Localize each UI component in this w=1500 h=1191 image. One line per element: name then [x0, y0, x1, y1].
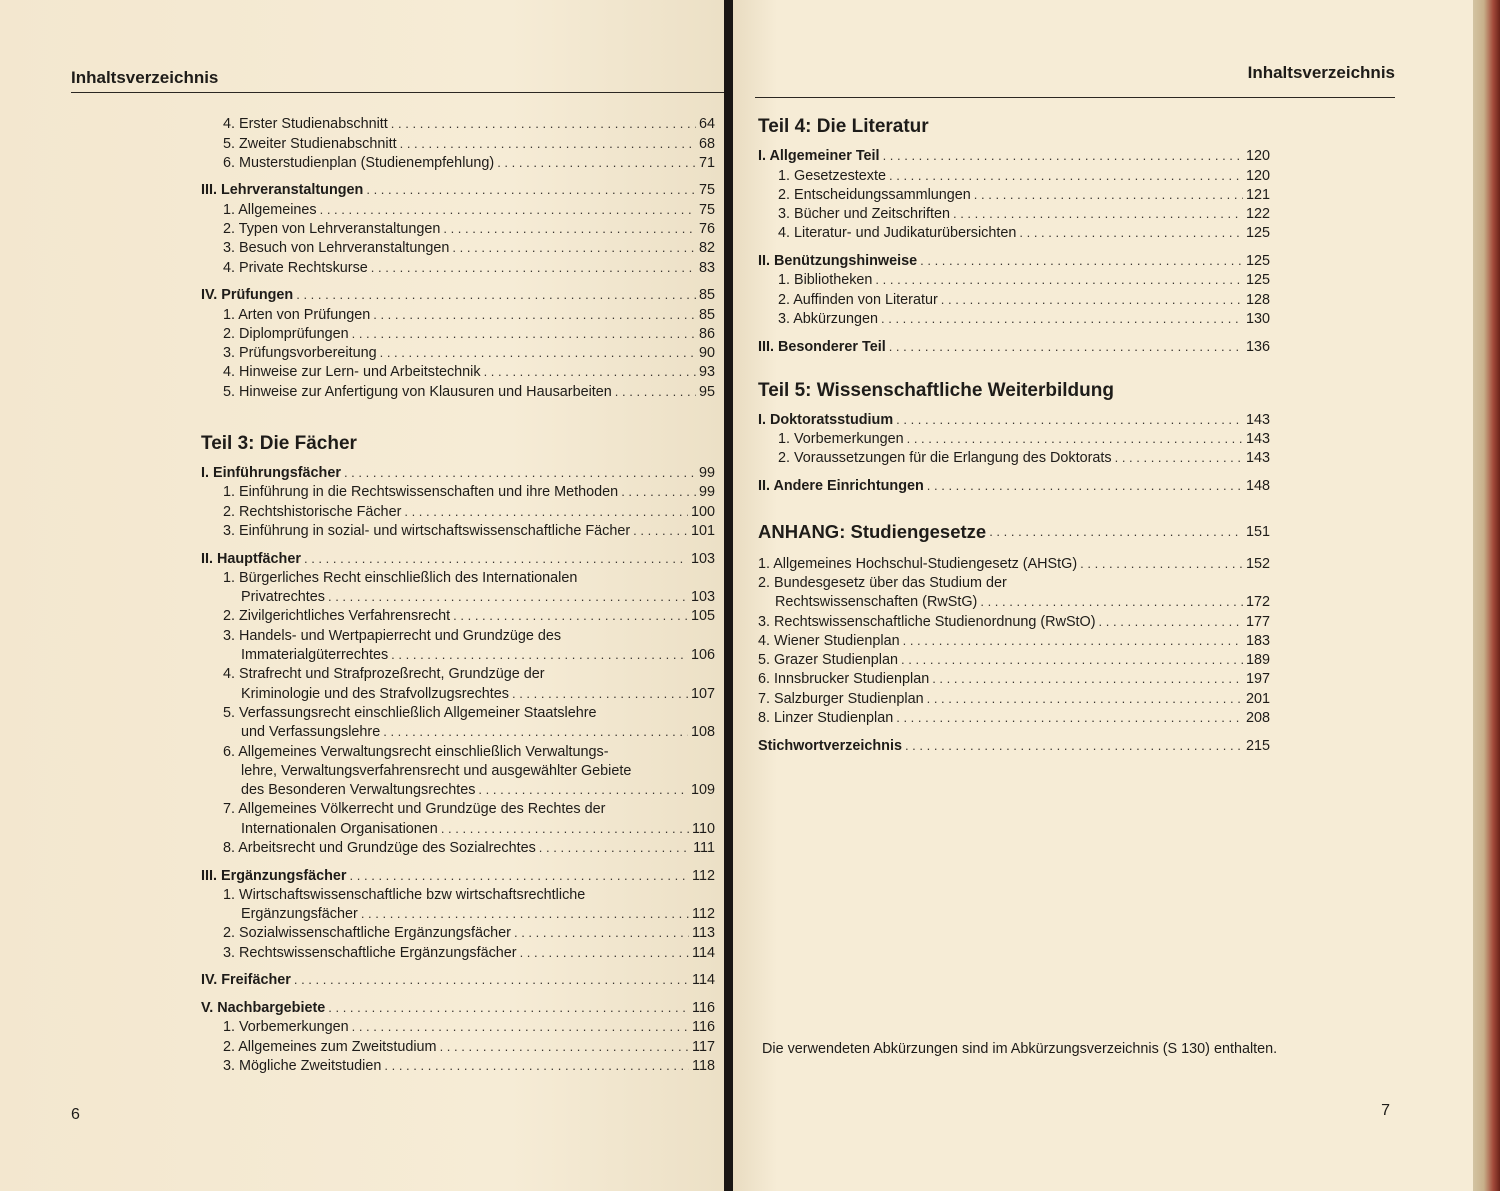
toc-entry: [758, 204, 1270, 223]
toc-section-entry: [201, 998, 715, 1017]
entry-title: 1. Arten von Prüfungen: [223, 306, 371, 323]
toc-section-entry: [201, 285, 715, 304]
entry-title: 5. Verfassungsrecht einschließlich Allgemeiner Staatslehre: [223, 704, 597, 721]
toc-section-entry: [201, 548, 715, 567]
leader-dots: [361, 905, 689, 923]
entry-page-number: 110: [692, 820, 715, 837]
entry-title: 5. Hinweise zur Anfertigung von Klausuren und Hausarbeiten: [223, 383, 612, 400]
spacer: [201, 401, 715, 431]
toc-entry: [201, 1056, 715, 1075]
entry-page-number: 103: [690, 589, 715, 606]
entry-page-number: 143: [1245, 431, 1270, 448]
entry-title: 2. Sozialwissenschaftliche Ergänzungsfächer: [223, 925, 511, 942]
entry-page-number: 112: [692, 906, 715, 923]
entry-title: 4. Literatur- und Judikaturübersichten: [778, 225, 1017, 242]
toc-entry: [201, 625, 715, 644]
running-head-right: Inhaltsverzeichnis: [1247, 63, 1395, 82]
toc-entry: [201, 885, 715, 904]
leader-dots: [621, 483, 696, 501]
entry-title: III. Lehrveranstaltungen: [201, 182, 364, 199]
entry-title: II. Andere Einrichtungen: [758, 478, 924, 495]
toc-entry: [201, 703, 715, 722]
entry-title: 2. Auffinden von Literatur: [778, 291, 938, 308]
entry-title: 4. Wiener Studienplan: [758, 632, 900, 649]
entry-title: 3. Rechtswissenschaftliche Ergänzungsfächer: [223, 944, 517, 961]
spacer: [758, 727, 1270, 735]
toc-entry: [201, 780, 715, 799]
left-page: [0, 0, 724, 1191]
entry-page-number: 172: [1245, 594, 1270, 611]
toc-entry: [758, 708, 1270, 727]
toc-entry: [201, 568, 715, 587]
leader-dots: [328, 588, 688, 606]
leader-dots: [497, 154, 696, 172]
spacer: [758, 328, 1270, 336]
entry-page-number: 101: [690, 522, 715, 539]
entry-page-number: 116: [692, 1019, 715, 1036]
leader-dots: [391, 115, 696, 133]
entry-title: Stichwortverzeichnis: [758, 737, 902, 754]
entry-title: 2. Diplomprüfungen: [223, 325, 349, 342]
leader-dots: [896, 709, 1243, 727]
entry-title: des Besonderen Verwaltungsrechtes: [241, 782, 476, 799]
toc-section-entry: [201, 180, 715, 199]
toc-entry: [758, 223, 1270, 242]
leader-dots: [366, 181, 696, 199]
toc-section-entry: [201, 463, 715, 482]
leader-dots: [371, 259, 696, 277]
leader-dots: [452, 239, 696, 257]
entry-title: 1. Einführung in die Rechtswissenschaften und ihre Methoden: [223, 484, 619, 501]
toc-entry: [201, 722, 715, 741]
entry-title: 6. Musterstudienplan (Studienempfehlung): [223, 154, 495, 171]
entry-title: Ergänzungsfächer: [241, 906, 358, 923]
leader-dots: [633, 522, 688, 540]
entry-page-number: 68: [698, 135, 715, 152]
toc-section-entry: [758, 336, 1270, 355]
entry-title: und Verfassungslehre: [241, 724, 381, 741]
entry-page-number: 125: [1245, 272, 1270, 289]
toc-entry: [758, 448, 1270, 467]
entry-title: 3. Besuch von Lehrveranstaltungen: [223, 240, 450, 257]
entry-page-number: 76: [698, 221, 715, 238]
spacer: [201, 540, 715, 548]
entry-page-number: 86: [698, 325, 715, 342]
entry-page-number: 105: [690, 608, 715, 625]
entry-title: 2. Zivilgerichtliches Verfahrensrecht: [223, 608, 451, 625]
leader-dots: [927, 477, 1243, 495]
entry-page-number: 95: [698, 383, 715, 400]
entry-title: I. Einführungsfächer: [201, 465, 341, 482]
right-page: [733, 0, 1473, 1191]
toc-entry: [201, 838, 715, 857]
leader-dots: [441, 820, 689, 838]
toc-entry: [758, 669, 1270, 688]
toc-appendix-heading: [758, 517, 1270, 545]
leader-dots: [320, 201, 696, 219]
toc-entry: [201, 1017, 715, 1036]
entry-page-number: 116: [692, 999, 715, 1016]
leader-dots: [304, 550, 688, 568]
leader-dots: [881, 310, 1243, 328]
entry-title: 1. Bürgerliches Recht einschließlich des Internationalen: [223, 569, 578, 586]
spacer: [201, 962, 715, 970]
leader-dots: [373, 306, 696, 324]
leader-dots: [443, 220, 696, 238]
entry-title: 5. Zweiter Studienabschnitt: [223, 135, 397, 152]
entry-title: 1. Allgemeines: [223, 201, 317, 218]
toc-entry: [201, 482, 715, 501]
spacer: [758, 545, 1270, 553]
entry-title: 1. Gesetzestexte: [778, 167, 886, 184]
leader-dots: [404, 503, 688, 521]
entry-title: 2. Typen von Lehrveranstaltungen: [223, 221, 441, 238]
entry-page-number: 122: [1245, 206, 1270, 223]
entry-page-number: 111: [693, 839, 715, 856]
toc-entry: [201, 219, 715, 238]
entry-page-number: 136: [1245, 338, 1270, 355]
entry-page-number: 113: [692, 925, 715, 942]
entry-title: II. Hauptfächer: [201, 550, 301, 567]
toc-entry: [201, 904, 715, 923]
toc-entry: [201, 942, 715, 961]
entry-page-number: 197: [1245, 671, 1270, 688]
entry-page-number: 109: [690, 782, 715, 799]
entry-page-number: 143: [1245, 450, 1270, 467]
entry-title: Privatrechtes: [241, 589, 325, 606]
entry-title: 1. Wirtschaftswissenschaftliche bzw wirtschaftsrechtliche: [223, 886, 586, 903]
entry-title: II. Benützungshinweise: [758, 253, 918, 270]
spacer: [758, 467, 1270, 475]
leader-dots: [1019, 224, 1243, 242]
toc-entry: [201, 664, 715, 683]
toc-entry: [201, 238, 715, 257]
leader-dots: [903, 632, 1243, 650]
entry-page-number: 83: [698, 259, 715, 276]
entry-title: 3. Abkürzungen: [778, 310, 879, 327]
toc-entry: [201, 153, 715, 172]
entry-page-number: 75: [698, 201, 715, 218]
toc-entry: [758, 688, 1270, 707]
toc-entry: [201, 133, 715, 152]
leader-dots: [889, 167, 1243, 185]
entry-title: IV. Freifächer: [201, 972, 291, 989]
entry-page-number: 215: [1245, 737, 1270, 754]
leader-dots: [383, 723, 688, 741]
header-rule-right: [755, 97, 1395, 98]
leader-dots: [932, 670, 1243, 688]
spacer: [758, 495, 1270, 517]
toc-section-entry: [758, 410, 1270, 429]
entry-page-number: 82: [698, 240, 715, 257]
toc-right: [758, 114, 1270, 755]
leader-dots: [980, 593, 1243, 611]
entry-title: 4. Erster Studienabschnitt: [223, 116, 388, 133]
entry-title: 2. Voraussetzungen für die Erlangung des Doktorats: [778, 450, 1112, 467]
toc-entry: [201, 521, 715, 540]
entry-title: Immaterialgüterrechtes: [241, 647, 389, 664]
entry-page-number: 99: [698, 484, 715, 501]
entry-page-number: 75: [698, 182, 715, 199]
spacer: [758, 356, 1270, 378]
toc-section-entry: [758, 146, 1270, 165]
entry-page-number: 108: [690, 724, 715, 741]
entry-title: Rechtswissenschaften (RwStG): [775, 594, 978, 611]
toc-entry: [758, 631, 1270, 650]
part-heading: Teil 4: Die Literatur: [758, 116, 929, 137]
leader-dots: [905, 737, 1243, 755]
entry-page-number: 189: [1245, 652, 1270, 669]
page-number-left: 6: [71, 1106, 80, 1123]
toc-entry: [758, 185, 1270, 204]
leader-dots: [920, 252, 1243, 270]
entry-title: 8. Arbeitsrecht und Grundzüge des Sozialrechtes: [223, 839, 536, 856]
entry-title: 3. Bücher und Zeitschriften: [778, 206, 950, 223]
entry-page-number: 201: [1245, 690, 1270, 707]
entry-title: 1. Allgemeines Hochschul-Studiengesetz (AHStG): [758, 555, 1078, 572]
entry-title: 3. Mögliche Zweitstudien: [223, 1057, 382, 1074]
toc-entry: [201, 324, 715, 343]
entry-page-number: 148: [1245, 478, 1270, 495]
entry-title: I. Allgemeiner Teil: [758, 148, 880, 165]
entry-title: 1. Vorbemerkungen: [778, 431, 904, 448]
toc-section-entry: [201, 865, 715, 884]
toc-entry: [758, 270, 1270, 289]
leader-dots: [615, 383, 696, 401]
entry-page-number: 121: [1245, 186, 1270, 203]
leader-dots: [296, 286, 696, 304]
toc-entry: [201, 1036, 715, 1055]
entry-title: 2. Entscheidungssammlungen: [778, 186, 971, 203]
leader-dots: [400, 135, 696, 153]
entry-page-number: 118: [692, 1057, 715, 1074]
leader-dots: [974, 186, 1243, 204]
entry-page-number: 114: [692, 944, 715, 961]
toc-entry: [758, 289, 1270, 308]
entry-title: lehre, Verwaltungsverfahrensrecht und ausgewählter Gebiete: [241, 762, 632, 779]
spacer: [201, 857, 715, 865]
leader-dots: [941, 291, 1243, 309]
toc-entry: [201, 501, 715, 520]
entry-page-number: 99: [698, 465, 715, 482]
entry-page-number: 152: [1245, 555, 1270, 572]
header-rule-left: [71, 92, 724, 93]
running-head-left: Inhaltsverzeichnis: [71, 68, 219, 87]
entry-title: 3. Handels- und Wertpapierrecht und Grundzüge des: [223, 627, 562, 644]
leader-dots: [1080, 555, 1243, 573]
leader-dots: [901, 651, 1243, 669]
abbreviation-note: Die verwendeten Abkürzungen sind im Abkürzungsverzeichnis (S 130) enthalten.: [762, 1041, 1278, 1057]
toc-entry: [201, 587, 715, 606]
toc-section-entry: [758, 735, 1270, 754]
leader-dots: [294, 971, 689, 989]
toc-entry: [201, 304, 715, 323]
part-heading: Teil 5: Wissenschaftliche Weiterbildung: [758, 379, 1114, 401]
leader-dots: [453, 607, 688, 625]
entry-title: V. Nachbargebiete: [201, 999, 326, 1016]
toc-entry: [758, 429, 1270, 448]
entry-page-number: 112: [692, 867, 715, 884]
spacer: [201, 989, 715, 997]
page-number-right: 7: [1381, 1102, 1390, 1119]
leader-dots: [520, 944, 689, 962]
entry-page-number: 120: [1245, 148, 1270, 165]
leader-dots: [927, 690, 1243, 708]
entry-title: I. Doktoratsstudium: [758, 411, 894, 428]
toc-entry: [758, 650, 1270, 669]
entry-title: 2. Rechtshistorische Fächer: [223, 503, 402, 520]
toc-entry: [201, 381, 715, 400]
entry-title: 4. Hinweise zur Lern- und Arbeitstechnik: [223, 364, 481, 381]
leader-dots: [883, 147, 1243, 165]
entry-page-number: 100: [690, 503, 715, 520]
entry-title: 7. Salzburger Studienplan: [758, 690, 924, 707]
entry-page-number: 143: [1245, 411, 1270, 428]
entry-page-number: 130: [1245, 310, 1270, 327]
toc-entry: [201, 683, 715, 702]
leader-dots: [907, 430, 1243, 448]
entry-page-number: 183: [1245, 632, 1270, 649]
entry-title: 3. Prüfungsvorbereitung: [223, 345, 377, 362]
leader-dots: [352, 325, 696, 343]
entry-page-number: 103: [690, 550, 715, 567]
entry-title: ANHANG: Studiengesetze: [758, 521, 987, 543]
entry-title: 6. Innsbrucker Studienplan: [758, 671, 930, 688]
toc-entry: [201, 741, 715, 760]
entry-title: III. Besonderer Teil: [758, 338, 886, 355]
leader-dots: [514, 924, 689, 942]
toc-entry: [201, 257, 715, 276]
leader-dots: [889, 338, 1243, 356]
entry-page-number: 64: [698, 116, 715, 133]
leader-dots: [478, 781, 688, 799]
entry-page-number: 208: [1245, 710, 1270, 727]
toc-entry: [758, 592, 1270, 611]
entry-page-number: 125: [1245, 225, 1270, 242]
toc-entry: [201, 761, 715, 780]
entry-page-number: 107: [690, 685, 715, 702]
entry-page-number: 120: [1245, 167, 1270, 184]
leader-dots: [953, 205, 1243, 223]
entry-page-number: 177: [1245, 613, 1270, 630]
toc-entry: [758, 611, 1270, 630]
spacer: [201, 172, 715, 180]
toc-section-entry: [758, 251, 1270, 270]
toc-entry: [201, 923, 715, 942]
leader-dots: [539, 839, 690, 857]
entry-title: 2. Allgemeines zum Zweitstudium: [223, 1038, 437, 1055]
entry-title: 3. Rechtswissenschaftliche Studienordnung (RwStO): [758, 613, 1096, 630]
entry-title: 1. Bibliotheken: [778, 272, 873, 289]
entry-page-number: 151: [1245, 524, 1270, 541]
entry-title: IV. Prüfungen: [201, 287, 294, 304]
toc-entry: [201, 343, 715, 362]
spacer: [758, 242, 1270, 250]
entry-title: 3. Einführung in sozial- und wirtschaftswissenschaftliche Fächer: [223, 522, 631, 539]
entry-title: Kriminologie und des Strafvollzugsrechtes: [241, 685, 509, 702]
leader-dots: [875, 271, 1243, 289]
toc-section-entry: [201, 970, 715, 989]
entry-title: 7. Allgemeines Völkerrecht und Grundzüge des Rechtes der: [223, 801, 606, 818]
part-heading: Teil 3: Die Fächer: [201, 432, 357, 454]
entry-page-number: 71: [698, 154, 715, 171]
entry-title: III. Ergänzungsfächer: [201, 867, 347, 884]
leader-dots: [384, 1057, 689, 1075]
leader-dots: [1115, 449, 1243, 467]
entry-page-number: 114: [692, 972, 715, 989]
toc-entry: [201, 606, 715, 625]
entry-title: Internationalen Organisationen: [241, 820, 438, 837]
toc-entry: [201, 114, 715, 133]
entry-page-number: 106: [690, 647, 715, 664]
leader-dots: [391, 646, 688, 664]
leader-dots: [989, 519, 1243, 545]
entry-title: 1. Vorbemerkungen: [223, 1019, 349, 1036]
toc-entry: [201, 362, 715, 381]
toc-entry: [201, 199, 715, 218]
leader-dots: [350, 867, 690, 885]
leader-dots: [484, 363, 696, 381]
spacer: [201, 277, 715, 285]
toc-left: [201, 114, 715, 1075]
entry-page-number: 85: [698, 287, 715, 304]
entry-page-number: 117: [692, 1038, 715, 1055]
leader-dots: [380, 344, 696, 362]
leader-dots: [344, 464, 696, 482]
toc-section-entry: [758, 476, 1270, 495]
entry-title: 4. Private Rechtskurse: [223, 259, 368, 276]
toc-entry: [758, 553, 1270, 572]
toc-entry: [758, 309, 1270, 328]
toc-entry: [201, 818, 715, 837]
entry-page-number: 93: [698, 364, 715, 381]
entry-title: 5. Grazer Studienplan: [758, 652, 898, 669]
entry-title: 4. Strafrecht und Strafprozeßrecht, Grundzüge der: [223, 666, 545, 683]
toc-entry: [758, 165, 1270, 184]
leader-dots: [328, 999, 689, 1017]
leader-dots: [896, 411, 1243, 429]
entry-title: 2. Bundesgesetz über das Studium der: [758, 574, 1007, 591]
leader-dots: [1099, 613, 1243, 631]
leader-dots: [512, 685, 688, 703]
toc-entry: [201, 799, 715, 818]
toc-entry: [201, 645, 715, 664]
entry-title: 8. Linzer Studienplan: [758, 710, 894, 727]
toc-entry: [758, 573, 1270, 592]
page-edge: [1473, 0, 1500, 1191]
entry-page-number: 128: [1245, 291, 1270, 308]
entry-page-number: 125: [1245, 253, 1270, 270]
entry-title: 6. Allgemeines Verwaltungsrecht einschließlich Verwaltungs-: [223, 743, 609, 760]
entry-page-number: 85: [698, 306, 715, 323]
leader-dots: [440, 1038, 689, 1056]
leader-dots: [352, 1018, 689, 1036]
entry-page-number: 90: [698, 345, 715, 362]
